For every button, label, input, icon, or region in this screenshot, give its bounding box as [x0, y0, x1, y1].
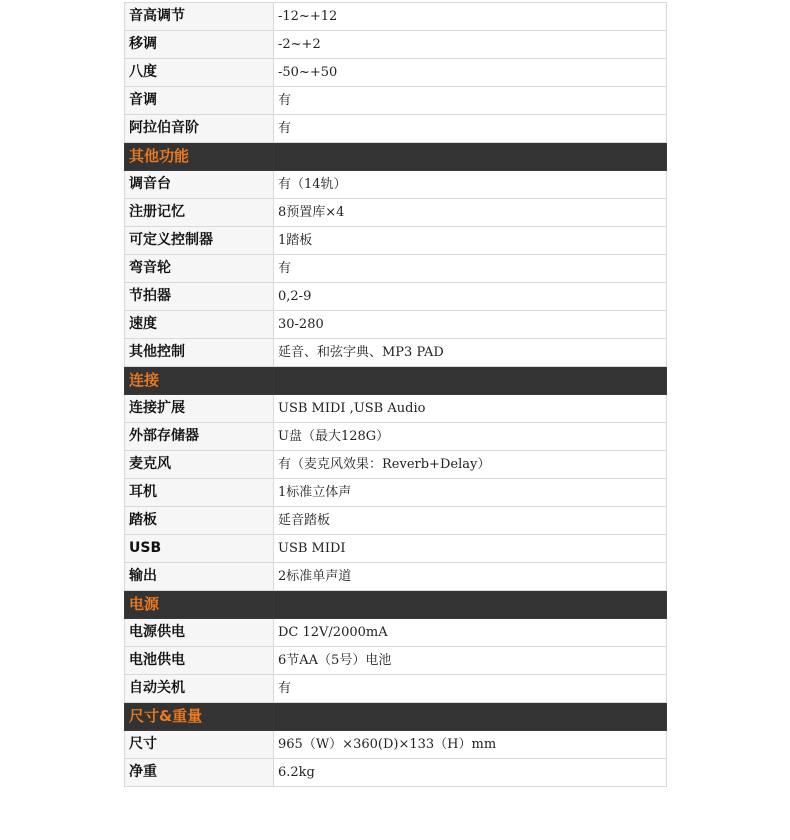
spec-label: 音调 — [125, 87, 274, 115]
section-filler — [274, 591, 667, 619]
table-row — [125, 255, 667, 283]
table-row — [125, 339, 667, 367]
spec-value: 有（麦克风效果：Reverb+Delay） — [274, 451, 667, 479]
spec-label: 尺寸 — [125, 731, 274, 759]
spec-label: 可定义控制器 — [125, 227, 274, 255]
table-row — [125, 171, 667, 199]
spec-label: 耳机 — [125, 479, 274, 507]
table-row — [125, 199, 667, 227]
spec-value: 8预置库×4 — [274, 199, 667, 227]
table-row — [125, 115, 667, 143]
table-row — [125, 59, 667, 87]
spec-value: USB MIDI ,USB Audio — [274, 395, 667, 423]
spec-value: 有 — [274, 675, 667, 703]
table-row — [125, 563, 667, 591]
spec-value: -50~+50 — [274, 59, 667, 87]
spec-label: 连接扩展 — [125, 395, 274, 423]
spec-label: 八度 — [125, 59, 274, 87]
section-filler — [274, 143, 667, 171]
table-row — [125, 395, 667, 423]
spec-label: 注册记忆 — [125, 199, 274, 227]
spec-label: 节拍器 — [125, 283, 274, 311]
table-row — [125, 619, 667, 647]
spec-value: -2~+2 — [274, 31, 667, 59]
spec-label: 净重 — [125, 759, 274, 787]
spec-label: 弯音轮 — [125, 255, 274, 283]
spec-value: 30-280 — [274, 311, 667, 339]
section-title: 连接 — [125, 367, 274, 395]
table-row — [125, 31, 667, 59]
spec-label: USB — [125, 535, 274, 563]
section-title: 其他功能 — [125, 143, 274, 171]
table-row — [125, 3, 667, 31]
spec-label: 外部存储器 — [125, 423, 274, 451]
spec-value: 6节AA（5号）电池 — [274, 647, 667, 675]
spec-label: 其他控制 — [125, 339, 274, 367]
section-title: 电源 — [125, 591, 274, 619]
spec-value: 6.2kg — [274, 759, 667, 787]
table-row — [125, 227, 667, 255]
spec-label: 电池供电 — [125, 647, 274, 675]
table-row — [125, 675, 667, 703]
section-filler — [274, 703, 667, 731]
spec-label: 速度 — [125, 311, 274, 339]
spec-table-body — [125, 3, 667, 787]
spec-value: U盘（最大128G） — [274, 423, 667, 451]
table-row — [125, 731, 667, 759]
table-row — [125, 647, 667, 675]
spec-value: 1标准立体声 — [274, 479, 667, 507]
section-header-row — [125, 703, 667, 731]
table-row — [125, 759, 667, 787]
spec-value: -12~+12 — [274, 3, 667, 31]
table-row — [125, 311, 667, 339]
section-filler — [274, 367, 667, 395]
table-row — [125, 283, 667, 311]
spec-label: 麦克风 — [125, 451, 274, 479]
spec-table — [124, 2, 667, 787]
spec-value: 有（14轨） — [274, 171, 667, 199]
table-row — [125, 535, 667, 563]
spec-value: 延音、和弦字典、MP3 PAD — [274, 339, 667, 367]
table-row — [125, 479, 667, 507]
section-title: 尺寸&重量 — [125, 703, 274, 731]
spec-value: 有 — [274, 87, 667, 115]
spec-value: 2标准单声道 — [274, 563, 667, 591]
spec-value: DC 12V/2000mA — [274, 619, 667, 647]
table-row — [125, 507, 667, 535]
spec-label: 输出 — [125, 563, 274, 591]
spec-label: 踏板 — [125, 507, 274, 535]
spec-value: 0,2-9 — [274, 283, 667, 311]
table-row — [125, 451, 667, 479]
section-header-row — [125, 591, 667, 619]
spec-label: 自动关机 — [125, 675, 274, 703]
spec-value: USB MIDI — [274, 535, 667, 563]
table-row — [125, 87, 667, 115]
spec-label: 音高调节 — [125, 3, 274, 31]
spec-label: 调音台 — [125, 171, 274, 199]
table-row — [125, 423, 667, 451]
spec-value: 1踏板 — [274, 227, 667, 255]
spec-label: 阿拉伯音阶 — [125, 115, 274, 143]
spec-value: 有 — [274, 115, 667, 143]
spec-value: 965（W）×360(D)×133（H）mm — [274, 731, 667, 759]
spec-value: 延音踏板 — [274, 507, 667, 535]
spec-label: 电源供电 — [125, 619, 274, 647]
section-header-row — [125, 367, 667, 395]
spec-value: 有 — [274, 255, 667, 283]
section-header-row — [125, 143, 667, 171]
spec-label: 移调 — [125, 31, 274, 59]
